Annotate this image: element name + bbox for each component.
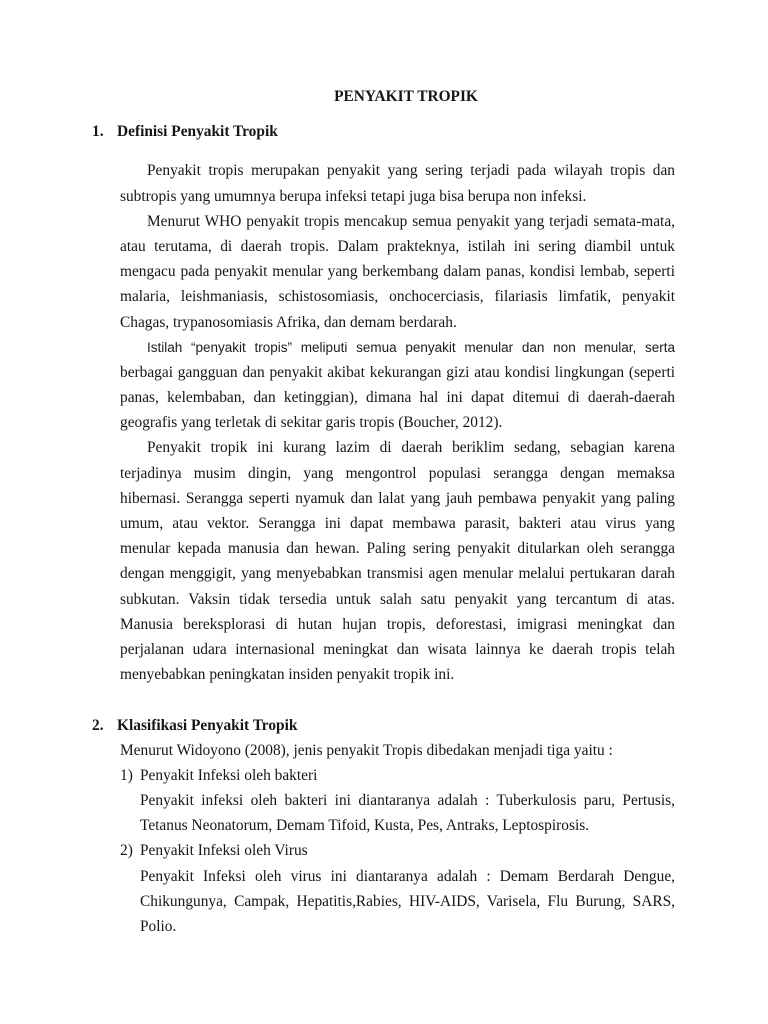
paragraph-line: Penyakit tropis merupakan penyakit yang sering terjadi pada wilayah tropis dan (147, 162, 675, 180)
list-item-body (120, 788, 675, 838)
list-item-title: Penyakit Infeksi oleh Virus (140, 842, 308, 860)
paragraph-line: Manusia bereksplorasi di hutan hujan tropis, deforestasi, imigrasi meningkat dan (120, 615, 675, 633)
list-item-title: Penyakit Infeksi oleh bakteri (140, 766, 318, 784)
list-item-number: 1) (120, 766, 133, 784)
paragraph (120, 209, 675, 335)
paragraph-line: Polio. (140, 918, 177, 936)
paragraph (120, 335, 675, 436)
paragraph-line: Istilah “penyakit tropis” meliputi semua penyakit menular dan non menular, serta (147, 339, 675, 355)
list-item-number: 2) (120, 842, 133, 860)
paragraph-line: malaria, leishmaniasis, schistosomiasis, onchocerciasis, filariasis limfatik, penyakit (120, 288, 675, 306)
list-item (120, 763, 675, 839)
paragraph-line: Chagas, trypanosomiasis Afrika, dan demam berdarah. (120, 313, 457, 331)
paragraph-line: menyebabkan peningkatan insiden penyakit tropik ini. (120, 666, 455, 684)
paragraph-line: Chikungunya, Campak, Hepatitis,Rabies, HIV-AIDS, Varisela, Flu Burung, SARS, (140, 892, 675, 910)
list-item-body (120, 864, 675, 940)
paragraph-line: Penyakit infeksi oleh bakteri ini diantaranya adalah : Tuberkulosis paru, Pertusis, (140, 792, 675, 810)
paragraph-line: Menurut WHO penyakit tropis mencakup semua penyakit yang terjadi semata-mata, (147, 212, 675, 230)
list-item (120, 838, 675, 939)
section-intro: Menurut Widoyono (2008), jenis penyakit Tropis dibedakan menjadi tiga yaitu : (120, 741, 613, 759)
paragraph-line: perjalanan udara internasional meningkat dan wisata lainnya ke daerah tropis telah (120, 640, 675, 658)
paragraph-line: umum, atau vektor. Serangga ini dapat membawa parasit, bakteri atau virus yang (120, 515, 675, 533)
paragraph-line: dengan menggigit, yang menyebabkan transmisi agen menular melalui pertukaran darah (120, 565, 675, 583)
paragraph-line: atau terutama, di daerah tropis. Dalam prakteknya, istilah ini sering diambil untuk (120, 237, 675, 255)
paragraph-line: subkutan. Vaksin tidak tersedia untuk salah satu penyakit yang tercantum di atas. (120, 590, 675, 608)
paragraph-line: mengacu pada penyakit menular yang berkembang dalam panas, kondisi lembab, seperti (120, 263, 675, 281)
section-title: Definisi Penyakit Tropik (117, 123, 278, 141)
paragraph-line: berbagai gangguan dan penyakit akibat kekurangan gizi atau kondisi lingkungan (seperti (120, 363, 675, 381)
section-number: 1. (92, 123, 104, 141)
section-number: 2. (92, 716, 104, 734)
section-heading (92, 119, 278, 144)
paragraph-line: panas, kelembaban, dan ketinggian), dimana hal ini dapat ditemui di daerah-daerah (120, 389, 675, 407)
paragraph-line: hibernasi. Serangga seperti nyamuk dan lalat yang jauh pembawa penyakit yang paling (120, 489, 675, 507)
section-title: Klasifikasi Penyakit Tropik (117, 716, 298, 734)
paragraph (120, 158, 675, 208)
list-item-label (120, 838, 675, 863)
document-title: PENYAKIT TROPIK (334, 88, 478, 106)
paragraph-line: Tetanus Neonatorum, Demam Tifoid, Kusta, Pes, Antraks, Leptospirosis. (140, 817, 590, 835)
paragraph-line: menular kepada manusia dan hewan. Paling sering penyakit ditularkan oleh serangga (120, 540, 675, 558)
document-body (92, 158, 675, 939)
paragraph-line: Penyakit Infeksi oleh virus ini diantaranya adalah : Demam Berdarah Dengue, (140, 867, 675, 885)
paragraph (120, 435, 675, 687)
paragraph-line: terjadinya musim dingin, yang mengontrol populasi serangga dengan memaksa (120, 464, 675, 482)
list-item-label (120, 763, 675, 788)
section-heading (92, 713, 675, 738)
paragraph-line: geografis yang terletak di sekitar garis tropis (Boucher, 2012). (120, 414, 503, 432)
paragraph-line: subtropis yang umumnya berupa infeksi tetapi juga bisa berupa non infeksi. (120, 187, 587, 205)
paragraph-line: Penyakit tropik ini kurang lazim di daerah beriklim sedang, sebagian karena (147, 439, 675, 457)
